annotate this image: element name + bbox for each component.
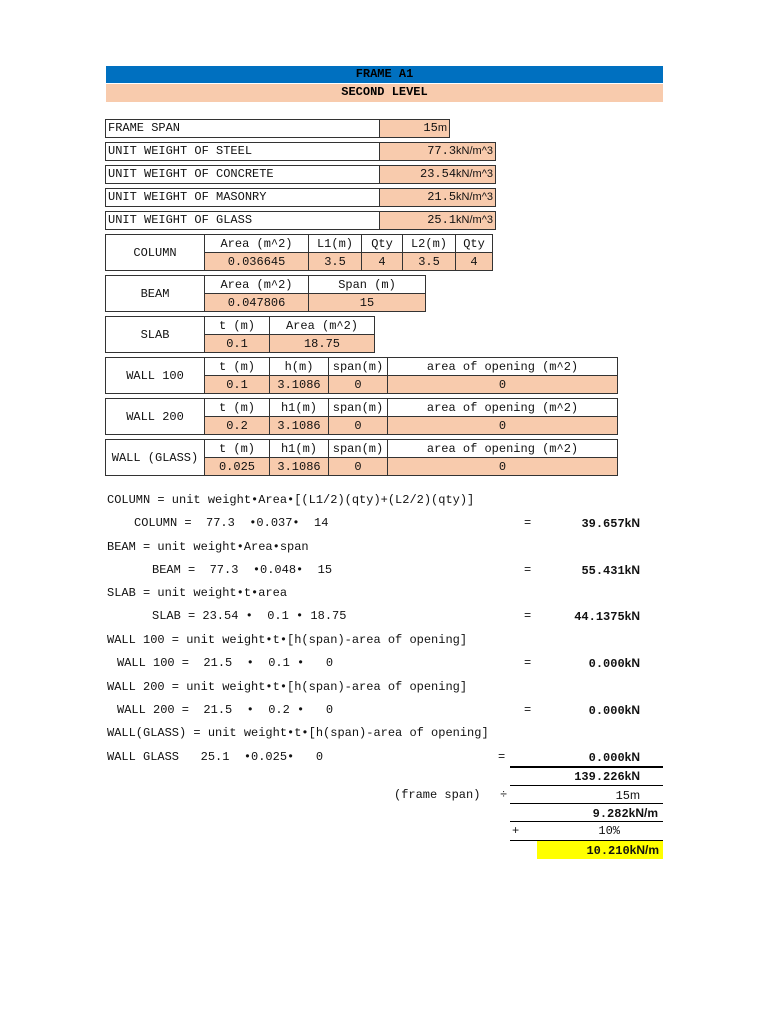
divide-sign: ÷	[500, 788, 508, 802]
param-unit: kN/m^3	[456, 145, 493, 157]
result-number: 0.000	[588, 657, 625, 671]
wall100-calc-line: WALL 100 = 21.5 • 0.1 • 0	[117, 656, 334, 670]
beam-cell[interactable]: 15	[309, 294, 426, 312]
column-cell[interactable]: 3.5	[403, 253, 456, 271]
column-cell[interactable]: 4	[362, 253, 403, 271]
column-table	[105, 234, 493, 271]
result-number: 44.1375	[574, 610, 625, 624]
total-unit: kN	[624, 769, 640, 783]
column-cell[interactable]: 4	[456, 253, 493, 271]
equals-sign: =	[524, 703, 532, 717]
column-header: L1(m)	[309, 235, 362, 253]
plus-sign: +	[512, 824, 520, 838]
result-unit: kN	[624, 703, 640, 717]
wall200-calc-line: WALL 200 = 21.5 • 0.2 • 0	[117, 703, 334, 717]
column-cell[interactable]: 0.036645	[205, 253, 309, 271]
wall100-header: h(m)	[270, 358, 329, 376]
wall200-result	[540, 702, 640, 719]
final-load	[537, 841, 663, 859]
equals-sign: =	[524, 656, 532, 670]
wallglass-result	[540, 749, 640, 766]
percent-value: 10%	[598, 824, 620, 838]
param-value[interactable]	[380, 188, 496, 207]
wall200-header: area of opening (m^2)	[388, 399, 618, 417]
param-number: 15	[423, 121, 438, 135]
wall200-cell[interactable]: 0.2	[205, 417, 270, 435]
wall200-cell[interactable]: 3.1086	[270, 417, 329, 435]
beam-name: BEAM	[106, 276, 205, 312]
row-divider	[510, 821, 663, 822]
final-number: 10.210	[586, 844, 630, 858]
column-result	[540, 515, 640, 532]
wall200-cell[interactable]: 0	[329, 417, 388, 435]
span-value	[540, 787, 640, 804]
wallglass-cell[interactable]: 0	[329, 458, 388, 476]
column-header: L2(m)	[403, 235, 456, 253]
wallglass-cell[interactable]: 0.025	[205, 458, 270, 476]
slab-result	[540, 608, 640, 625]
wall100-header: area of opening (m^2)	[388, 358, 618, 376]
load-per-meter	[540, 805, 658, 822]
slab-table	[105, 316, 375, 353]
wall100-cell[interactable]: 0	[329, 376, 388, 394]
slab-formula: SLAB = unit weight•t•area	[107, 586, 288, 600]
result-unit: kN	[624, 563, 640, 577]
column-name: COLUMN	[106, 235, 205, 271]
result-number: 39.657	[581, 517, 625, 531]
param-label: UNIT WEIGHT OF STEEL	[105, 142, 380, 161]
wallglass-cell[interactable]: 3.1086	[270, 458, 329, 476]
param-value[interactable]	[380, 211, 496, 230]
span-unit: m	[630, 788, 640, 802]
equals-sign: =	[524, 609, 532, 623]
wall200-formula: WALL 200 = unit weight•t•[h(span)-area of opening]	[107, 680, 468, 694]
row-divider	[510, 803, 663, 804]
param-number: 23.54	[420, 167, 457, 181]
wallglass-calc-line: WALL GLASS 25.1 •0.025• 0	[107, 750, 324, 764]
wall100-name: WALL 100	[106, 358, 205, 394]
column-formula: COLUMN = unit weight•Area•[(L1/2)(qty)+(L2/2)(qty)]	[107, 493, 475, 507]
wallglass-cell[interactable]: 0	[388, 458, 618, 476]
param-unit: kN/m^3	[456, 168, 493, 180]
wallglass-header: span(m)	[329, 440, 388, 458]
slab-cell[interactable]: 18.75	[270, 335, 375, 353]
equals-sign: =	[524, 516, 532, 530]
wallglass-header: area of opening (m^2)	[388, 440, 618, 458]
column-header: Area (m^2)	[205, 235, 309, 253]
column-header: Qty	[362, 235, 403, 253]
result-unit: kN	[624, 609, 640, 623]
slab-cell[interactable]: 0.1	[205, 335, 270, 353]
result-number: 55.431	[581, 564, 625, 578]
param-unit: kN/m^3	[456, 214, 493, 226]
slab-header: Area (m^2)	[270, 317, 375, 335]
total-load	[540, 768, 640, 785]
param-value[interactable]	[380, 119, 450, 138]
beam-result	[540, 562, 640, 579]
wall100-header: span(m)	[329, 358, 388, 376]
slab-name: SLAB	[106, 317, 205, 353]
wallglass-table	[105, 439, 618, 476]
result-number: 0.000	[588, 704, 625, 718]
column-calc-line: COLUMN = 77.3 •0.037• 14	[134, 516, 329, 530]
param-unit: m	[437, 122, 447, 134]
beam-table	[105, 275, 426, 312]
equals-sign: =	[524, 563, 532, 577]
equals-sign: =	[498, 750, 506, 764]
param-label: UNIT WEIGHT OF CONCRETE	[105, 165, 380, 184]
result-unit: kN	[624, 516, 640, 530]
level-subtitle: SECOND LEVEL	[106, 84, 663, 102]
wall200-name: WALL 200	[106, 399, 205, 435]
wall100-result	[540, 655, 640, 672]
frame-span-label: (frame span)	[394, 788, 481, 802]
per-m-number: 9.282	[592, 807, 629, 821]
final-unit: kN/m	[629, 843, 659, 857]
column-header: Qty	[456, 235, 493, 253]
param-label: UNIT WEIGHT OF MASONRY	[105, 188, 380, 207]
wall100-cell[interactable]: 0.1	[205, 376, 270, 394]
per-m-unit: kN/m	[628, 806, 658, 820]
beam-formula: BEAM = unit weight•Area•span	[107, 540, 309, 554]
param-label: FRAME SPAN	[105, 119, 380, 138]
wall100-formula: WALL 100 = unit weight•t•[h(span)-area of opening]	[107, 633, 468, 647]
wall200-header: span(m)	[329, 399, 388, 417]
frame-title: FRAME A1	[106, 66, 663, 83]
param-number: 77.3	[427, 144, 457, 158]
beam-header: Area (m^2)	[205, 276, 309, 294]
param-value[interactable]	[380, 165, 496, 184]
beam-header: Span (m)	[309, 276, 426, 294]
slab-header: t (m)	[205, 317, 270, 335]
row-divider	[510, 785, 663, 786]
wallglass-header: t (m)	[205, 440, 270, 458]
slab-calc-line: SLAB = 23.54 • 0.1 • 18.75	[152, 609, 347, 623]
param-label: UNIT WEIGHT OF GLASS	[105, 211, 380, 230]
wallglass-header: h1(m)	[270, 440, 329, 458]
result-unit: kN	[624, 750, 640, 764]
wall100-cell[interactable]: 0	[388, 376, 618, 394]
beam-cell[interactable]: 0.047806	[205, 294, 309, 312]
wall100-header: t (m)	[205, 358, 270, 376]
param-value[interactable]	[380, 142, 496, 161]
beam-calc-line: BEAM = 77.3 •0.048• 15	[152, 563, 333, 577]
wall100-table	[105, 357, 618, 394]
wallglass-name: WALL (GLASS)	[106, 440, 205, 476]
wall200-header: h1(m)	[270, 399, 329, 417]
param-number: 25.1	[427, 213, 457, 227]
wallglass-formula: WALL(GLASS) = unit weight•t•[h(span)-area of opening]	[107, 726, 489, 740]
wall200-cell[interactable]: 0	[388, 417, 618, 435]
column-cell[interactable]: 3.5	[309, 253, 362, 271]
span-number: 15	[615, 789, 630, 803]
total-number: 139.226	[574, 770, 625, 784]
wall100-cell[interactable]: 3.1086	[270, 376, 329, 394]
wall200-table	[105, 398, 618, 435]
result-number: 0.000	[588, 751, 625, 765]
wall200-header: t (m)	[205, 399, 270, 417]
result-unit: kN	[624, 656, 640, 670]
param-number: 21.5	[427, 190, 457, 204]
param-unit: kN/m^3	[456, 191, 493, 203]
